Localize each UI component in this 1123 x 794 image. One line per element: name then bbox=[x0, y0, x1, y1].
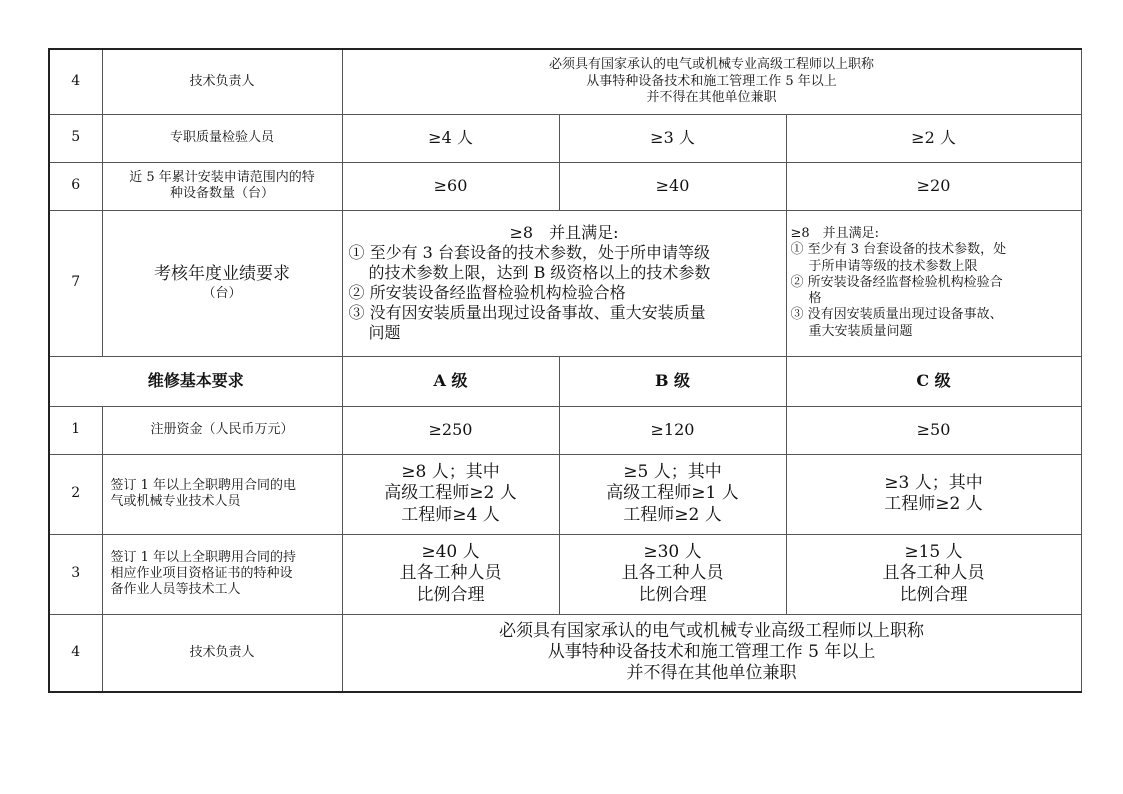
grade-a-value bbox=[342, 534, 559, 614]
section-title: 维修基本要求 bbox=[49, 356, 342, 406]
row-number: 2 bbox=[49, 454, 102, 534]
table-row bbox=[49, 114, 1081, 162]
requirement-item: 于所申请等级的技术参数上限 bbox=[808, 258, 978, 274]
grade-c-value: ≥50 bbox=[786, 406, 1081, 454]
requirement-line: 必须具有国家承认的电气或机械专业高级工程师以上职称 bbox=[499, 620, 925, 641]
value-line: 且各工种人员 bbox=[399, 563, 502, 584]
requirement-title: ≥8 并且满足: bbox=[790, 226, 880, 242]
grade-a-value bbox=[342, 454, 559, 534]
grade-a-header: A 级 bbox=[342, 356, 559, 406]
row-number: 5 bbox=[49, 114, 102, 162]
table-row bbox=[49, 49, 1081, 114]
requirement-item: ① 至少有 3 台套设备的技术参数，处 bbox=[790, 242, 1007, 258]
row-number: 4 bbox=[49, 49, 102, 114]
value-line: 比例合理 bbox=[416, 584, 485, 605]
grade-c-header: C 级 bbox=[786, 356, 1081, 406]
row-label: 技术负责人 bbox=[102, 614, 342, 692]
grade-b-value: ≥40 bbox=[559, 162, 786, 210]
table-row bbox=[49, 406, 1081, 454]
requirement-item: 格 bbox=[808, 291, 822, 307]
label-line: 种设备数量（台） bbox=[169, 186, 274, 201]
grade-a-value: ≥60 bbox=[342, 162, 559, 210]
grade-ab-requirements bbox=[342, 210, 786, 356]
grade-c-value: ≥20 bbox=[786, 162, 1081, 210]
row-label: 技术负责人 bbox=[102, 49, 342, 114]
grade-c-value: ≥2 人 bbox=[786, 114, 1081, 162]
grade-a-value: ≥250 bbox=[342, 406, 559, 454]
merged-requirement bbox=[342, 614, 1081, 692]
value-line: 工程师≥4 人 bbox=[401, 504, 500, 525]
label-unit: （台） bbox=[202, 285, 242, 301]
table-row bbox=[49, 162, 1081, 210]
grade-c-value bbox=[786, 534, 1081, 614]
label-line: 相应作业项目资格证书的特种设 bbox=[110, 565, 293, 581]
grade-c-value bbox=[786, 454, 1081, 534]
label-line: 气或机械专业技术人员 bbox=[110, 494, 241, 509]
row-number: 6 bbox=[49, 162, 102, 210]
grade-b-header: B 级 bbox=[559, 356, 786, 406]
grade-b-value: ≥3 人 bbox=[559, 114, 786, 162]
row-number: 3 bbox=[49, 534, 102, 614]
table-row bbox=[49, 454, 1081, 534]
requirement-line: 并不得在其他单位兼职 bbox=[646, 89, 777, 105]
requirements-table bbox=[48, 48, 1082, 693]
value-line: 且各工种人员 bbox=[882, 563, 985, 584]
value-line: ≥5 人；其中 bbox=[623, 462, 722, 483]
requirement-item: 的技术参数上限，达到 B 级资格以上的技术参数 bbox=[368, 263, 711, 282]
requirement-item: ③ 没有因安装质量出现过设备事故、重大安装质量 bbox=[348, 303, 706, 322]
table-row bbox=[49, 614, 1081, 692]
value-line: ≥8 人；其中 bbox=[401, 462, 500, 483]
row-label bbox=[102, 210, 342, 356]
row-number: 7 bbox=[49, 210, 102, 356]
value-line: 工程师≥2 人 bbox=[623, 504, 722, 525]
row-label bbox=[102, 162, 342, 210]
value-line: ≥30 人 bbox=[643, 542, 702, 563]
requirement-line: 必须具有国家承认的电气或机械专业高级工程师以上职称 bbox=[549, 57, 875, 73]
requirement-item: 问题 bbox=[368, 323, 401, 342]
grade-b-value bbox=[559, 534, 786, 614]
label-line: 考核年度业绩要求 bbox=[154, 264, 290, 285]
grade-c-requirements bbox=[786, 210, 1081, 356]
value-line: 高级工程师≥1 人 bbox=[606, 483, 739, 504]
table-row bbox=[49, 210, 1081, 356]
row-number: 4 bbox=[49, 614, 102, 692]
label-line: 签订 1 年以上全职聘用合同的电 bbox=[110, 477, 297, 493]
requirement-item: ② 所安装设备经监督检验机构检验合 bbox=[790, 274, 1003, 290]
row-label: 注册资金（人民币万元） bbox=[102, 406, 342, 454]
merged-requirement bbox=[342, 49, 1081, 114]
grade-b-value: ≥120 bbox=[559, 406, 786, 454]
label-line: 近 5 年累计安装申请范围内的特 bbox=[129, 169, 315, 185]
value-line: 比例合理 bbox=[899, 584, 968, 605]
value-line: 高级工程师≥2 人 bbox=[384, 483, 517, 504]
requirement-line: 从事特种设备技术和施工管理工作 5 年以上 bbox=[586, 73, 837, 89]
requirement-line: 并不得在其他单位兼职 bbox=[626, 663, 797, 684]
requirement-line: 从事特种设备技术和施工管理工作 5 年以上 bbox=[547, 642, 876, 663]
label-line: 备作业人员等技术工人 bbox=[110, 582, 241, 598]
requirement-title: ≥8 并且满足: bbox=[509, 223, 619, 242]
value-line: ≥15 人 bbox=[904, 542, 963, 563]
requirement-item: ① 至少有 3 台套设备的技术参数，处于所申请等级 bbox=[348, 243, 710, 262]
value-line: ≥3 人；其中 bbox=[884, 472, 983, 493]
requirement-item: ③ 没有因安装质量出现过设备事故、 bbox=[790, 307, 1003, 323]
row-label bbox=[102, 454, 342, 534]
value-line: 且各工种人员 bbox=[621, 563, 724, 584]
section-header-row bbox=[49, 356, 1081, 406]
value-line: 工程师≥2 人 bbox=[884, 494, 983, 514]
table-row bbox=[49, 534, 1081, 614]
row-label bbox=[102, 534, 342, 614]
requirement-item: ② 所安装设备经监督检验机构检验合格 bbox=[348, 283, 626, 302]
grade-b-value bbox=[559, 454, 786, 534]
value-line: 比例合理 bbox=[638, 584, 707, 605]
row-label: 专职质量检验人员 bbox=[102, 114, 342, 162]
row-number: 1 bbox=[49, 406, 102, 454]
value-line: ≥40 人 bbox=[421, 542, 480, 563]
requirement-item: 重大安装质量问题 bbox=[808, 323, 913, 339]
grade-a-value: ≥4 人 bbox=[342, 114, 559, 162]
label-line: 签订 1 年以上全职聘用合同的持 bbox=[110, 549, 297, 565]
